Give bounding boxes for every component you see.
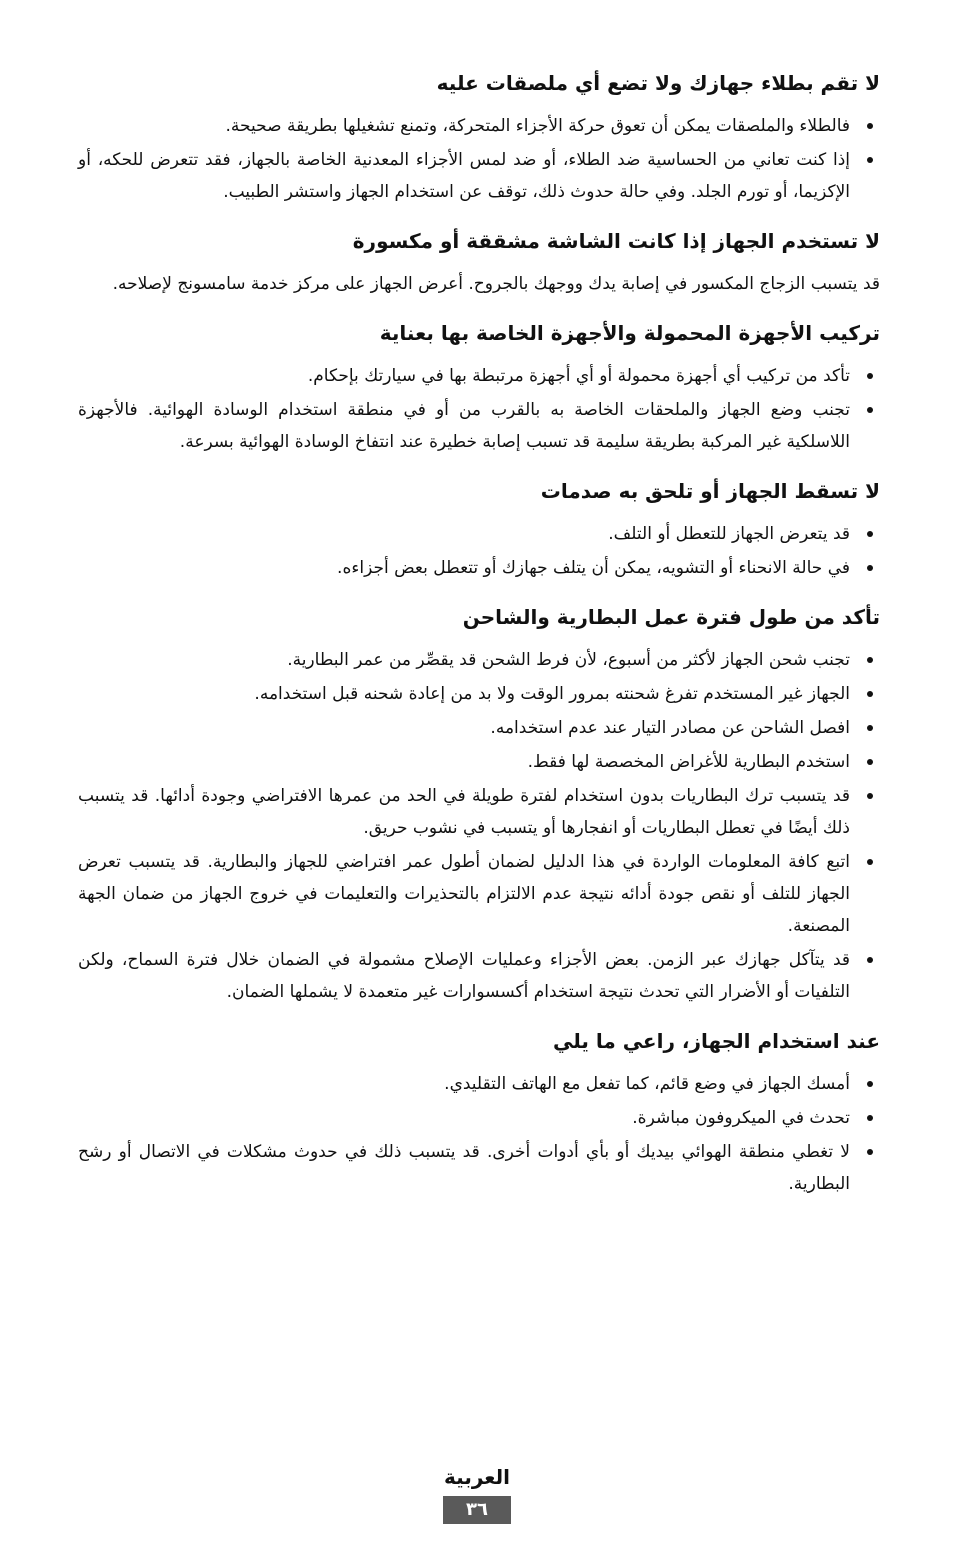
section-paragraph: قد يتسبب الزجاج المكسور في إصابة يدك ووجهك بالجروح. أعرض الجهاز على مركز خدمة سامسونج لإصلاحه. xyxy=(112,274,880,294)
bullet-item: استخدم البطارية للأغراض المخصصة لها فقط. xyxy=(78,746,850,778)
bullet-item: تأكد من تركيب أي أجهزة محمولة أو أي أجهزة مرتبطة بها في سيارتك بإحكام. xyxy=(78,360,850,392)
page-number-badge: ٣٦ xyxy=(443,1496,511,1524)
section-heading: عند استخدام الجهاز، راعي ما يلي xyxy=(552,1029,880,1053)
bullet-item: تجنب وضع الجهاز والملحقات الخاصة به بالقرب من أو في منطقة استخدام الوسادة الهوائية. فالأجهزة اللاسلكية غير المركبة بطريقة سليمة قد تسبب إصابة خطيرة عند انتفاخ الوسادة الهوائية بسرعة. xyxy=(78,394,850,458)
section-battery-charger-life xyxy=(78,602,880,1008)
bullet-item: الجهاز غير المستخدم تفرغ شحنته بمرور الوقت ولا بد من إعادة شحنه قبل استخدامه. xyxy=(78,678,850,710)
bullet-item: إذا كنت تعاني من الحساسية ضد الطلاء، أو ضد لمس الأجزاء المعدنية الخاصة بالجهاز، فقد تتعرض للحكه، أو الإكزيما، أو تورم الجلد. وفي حالة حدوث ذلك، توقف عن استخدام الجهاز واستشر الطبيب. xyxy=(78,144,850,208)
section-heading: لا تسقط الجهاز أو تلحق به صدمات xyxy=(540,479,880,503)
section-drop-shock xyxy=(78,476,880,584)
bullet-list xyxy=(78,110,880,208)
section-device-usage xyxy=(78,1026,880,1200)
bullet-item: قد يتآكل جهازك عبر الزمن. بعض الأجزاء وعمليات الإصلاح مشمولة في الضمان خلال فترة السماح، ولكن التلفيات أو الأضرار التي تحدث نتيجة استخدام أكسسوارات غير متعمدة لا يشملها الضمان. xyxy=(78,944,850,1008)
manual-page-content xyxy=(78,68,880,1200)
bullet-list xyxy=(78,360,880,458)
bullet-item: تحدث في الميكروفون مباشرة. xyxy=(78,1102,850,1134)
section-heading: تأكد من طول فترة عمل البطارية والشاحن xyxy=(462,605,880,629)
bullet-list xyxy=(78,518,880,584)
section-cracked-screen xyxy=(78,226,880,300)
bullet-list xyxy=(78,1068,880,1200)
bullet-item: فالطلاء والملصقات يمكن أن تعوق حركة الأجزاء المتحركة، وتمنع تشغيلها بطريقة صحيحة. xyxy=(78,110,850,142)
bullet-list xyxy=(78,644,880,1008)
bullet-item: افصل الشاحن عن مصادر التيار عند عدم استخدامه. xyxy=(78,712,850,744)
footer-language-label: العربية xyxy=(444,1465,510,1489)
bullet-item: لا تغطي منطقة الهوائي بيديك أو بأي أدوات أخرى. قد يتسبب ذلك في حدوث مشكلات في الاتصال أو رشح البطارية. xyxy=(78,1136,850,1200)
section-mobile-installation xyxy=(78,318,880,458)
page-footer xyxy=(0,1462,954,1524)
bullet-item: قد يتعرض الجهاز للتعطل أو التلف. xyxy=(78,518,850,550)
section-heading: لا تقم بطلاء جهازك ولا تضع أي ملصقات عليه xyxy=(436,71,880,95)
bullet-item: اتبع كافة المعلومات الواردة في هذا الدليل لضمان أطول عمر افتراضي للجهاز والبطارية. قد يتسبب تعرض الجهاز للتلف أو نقص جودة أدائه نتيجة عدم الالتزام بالتحذيرات والتعليمات في خروج الجهاز من ضمان الجهة المصنعة. xyxy=(78,846,850,942)
bullet-item: تجنب شحن الجهاز لأكثر من أسبوع، لأن فرط الشحن قد يقصِّر من عمر البطارية. xyxy=(78,644,850,676)
section-painting-stickers xyxy=(78,68,880,208)
section-heading: تركيب الأجهزة المحمولة والأجهزة الخاصة بها بعناية xyxy=(379,321,880,345)
section-heading: لا تستخدم الجهاز إذا كانت الشاشة مشققة أو مكسورة xyxy=(352,229,880,253)
bullet-item: أمسك الجهاز في وضع قائم، كما تفعل مع الهاتف التقليدي. xyxy=(78,1068,850,1100)
bullet-item: قد يتسبب ترك البطاريات بدون استخدام لفترة طويلة في الحد من عمرها الافتراضي وجودة أدائها. قد يتسبب ذلك أيضًا في تعطل البطاريات أو انفجارها أو يتسبب في نشوب حريق. xyxy=(78,780,850,844)
bullet-item: في حالة الانحناء أو التشويه، يمكن أن يتلف جهازك أو تتعطل بعض أجزاءه. xyxy=(78,552,850,584)
